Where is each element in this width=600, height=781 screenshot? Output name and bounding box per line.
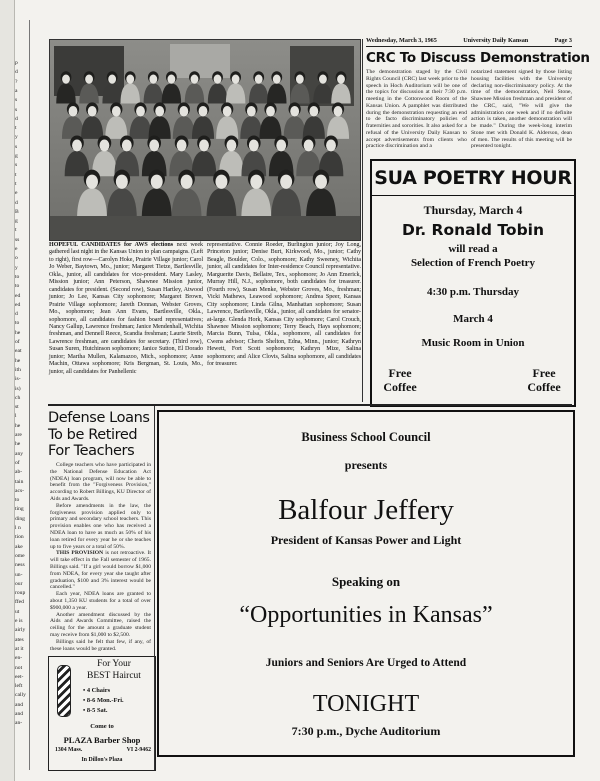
person-face xyxy=(116,175,128,189)
adjacent-page-fragment: e xyxy=(15,246,18,252)
defense-loans-headline: Defense Loans To be Retired For Teachers xyxy=(48,410,150,459)
person-face xyxy=(181,175,193,189)
person-face xyxy=(177,140,187,152)
adjacent-page-edge xyxy=(0,0,15,781)
person-face xyxy=(319,74,327,83)
barber-shop-name: PLAZA Barber Shop xyxy=(63,735,141,745)
adjacent-page-fragment: e is xyxy=(15,618,23,624)
free-right-line1: Free xyxy=(532,366,556,380)
defense-p1: College teachers who have participated in the National Defense Education Act (NDEA) loan program, will now be able to benefit from the "Forgiveness Provision," according to Robert Billings, KU Director of Aids and Awards. xyxy=(50,462,151,502)
free-left-line2: Coffee xyxy=(383,380,417,394)
person-face xyxy=(309,106,318,117)
ad-presents: presents xyxy=(344,458,388,472)
adjacent-page-fragment: of xyxy=(15,339,20,345)
barber-hours2-text: 8-5 Sat. xyxy=(86,707,108,714)
adjacent-page-fragment: and xyxy=(15,701,24,708)
adjacent-page-fragment: left xyxy=(15,683,23,690)
adjacent-page-fragment: ting xyxy=(15,506,24,513)
adjacent-page-fragment: l xyxy=(15,413,17,420)
barber-pole-icon xyxy=(57,665,71,717)
person-face xyxy=(215,175,227,189)
adjacent-page-fragment: d xyxy=(15,115,18,122)
adjacent-page-fragment: e xyxy=(15,190,18,197)
person-face xyxy=(337,74,345,83)
adjacent-page-fragment: cally xyxy=(15,692,26,699)
barber-shop-ad xyxy=(48,656,156,771)
adjacent-page-fragment: t xyxy=(15,171,17,178)
adjacent-page-fragment: a xyxy=(15,87,18,94)
barber-address: 1304 Mass. xyxy=(55,747,83,753)
person-face xyxy=(290,106,299,117)
person-face xyxy=(250,175,262,189)
caption-text-1: next week gathered last night in the Kansas Union to plan campaigns. (Left to right), first row—Carolyn Hoke, Prairie Village junior; Carol Jo Weber, Baytown, Mo., junior; Margaret Tietze, Bartlesville, Okla., junior, all candidates for vice-president. Mary Lasley, Mission junior; Ann Peterson, Shawnee Mission junior, candidates for president. (Second row), Susan Hartley, Atwood junior; Jo Lee, Kansas City sophomore; Margaret Brown, Prairie Village sophomore; Jareth Donnan, Webster Groves, Mo., sophomore; Jean Ann Evans, Bartlesville, Okla., sophomore, all candidates for fashion board representatives; Nancy Gallup, Lawrence freshman; Janice Mendenhall, Wichita freshman, and Dennell Reece, Scandia freshman; Laurie Streib, Lawrence freshman, are candidates for secretary. (Third row), Susan Suren, Hutchinson sophomore; Janice Sutton, El Dorado junior; Martha Mullen, Kalamazoo, Mich., sophomore; Anne Machin, Ottawa sophomore; Kris Bergman, St. Louis, Mo., junior, all candidates for Panhellenic xyxy=(49,242,204,375)
person-face xyxy=(223,106,232,117)
ad-speaking-on: Speaking on xyxy=(331,574,401,589)
defense-p6: Billings said he felt that few, if any, of these loans would be granted. xyxy=(50,638,151,652)
person-face xyxy=(326,140,336,152)
adjacent-page-fragment: d xyxy=(15,311,18,318)
photo-caption-col2 xyxy=(207,242,361,369)
adjacent-page-fragment: l n xyxy=(15,525,21,531)
adjacent-page-fragment: ? xyxy=(15,78,18,85)
person-face xyxy=(255,74,263,83)
adjacent-page-fragment: d xyxy=(15,69,18,76)
adjacent-page-fragment: ut xyxy=(15,608,20,615)
adjacent-page-fragment: he xyxy=(15,441,21,448)
person-face xyxy=(179,106,188,117)
ad-topic: “Opportunities in Kansas” xyxy=(239,602,493,628)
person-face xyxy=(191,74,199,83)
person-face xyxy=(85,74,93,83)
sua-poetry-ad xyxy=(370,159,576,407)
defense-p3-text: is not retroactive. It will take effect in the Fall semester of 1965. Billings said. "If a girl would borrow $1,000 from NDEA, for every year she taught after graduation, $100 and 3% interest would be cancelled." xyxy=(50,550,151,591)
barber-come-to: Come to xyxy=(90,723,114,730)
barber-phone: VI 2-9462 xyxy=(126,747,151,753)
ad-time-place: 7:30 p.m., Dyche Auditorium xyxy=(291,724,441,738)
person-face xyxy=(280,175,292,189)
barber-for-your: For Your xyxy=(97,659,131,669)
adjacent-page-fragment: t xyxy=(15,125,17,132)
person-face xyxy=(247,106,256,117)
person-face xyxy=(276,140,286,152)
adjacent-page-fragment: acs- xyxy=(15,487,25,494)
adjacent-page-fragment: tain xyxy=(15,478,24,485)
adjacent-page-fragment: y xyxy=(15,264,18,271)
person-face xyxy=(226,140,236,152)
adjacent-page-fragment: an- xyxy=(15,720,23,727)
column-divider-top xyxy=(362,39,363,402)
adjacent-page-fragment: he xyxy=(15,422,21,429)
caption-text-2: representative. Connie Roeder, Burlington junior; Joy Long, Princeton junior; Denise Burt, Kirkwood, Mo., junior; Cathy Beagle, Boulder, Colo., sophomore; Kathy Sweeney, Wichita junior, all candidates for Inter-residence Council representative. Marguerite Davis, Bellaire, Tex., sophomore; Jo Ann Emerick, Murray Hill, N.J., sophomore, both candidates for treasurer. (Fourth row), Susan Menke, Webster Groves, Mo., freshman; Vicki Mathews, Leawood sophomore; Andrea Speer, Kansas City sophomore; Linda Gilna, Manhattan sophomore; Susan Lawrence, Bartlesville, Okla., junior, all candidates for senator-at-large. Glenda Hork, Kansas City sophomore; Carol Crouch, Shawnee Mission sophomore; Terry Beach, Hays sophomore; Marcia Bunn, Tulsa, Okla., sophomore, all candidates for Cwens advisor; Cheris Shelton, Edna, Minn., junior; Kathryn Hewett, Fort Scott sophomore; Kathryn Mize, Salina sophomore; and Alice Clovis, Salina sophomore, all candidates for treasurer. xyxy=(207,242,361,368)
adjacent-page-fragment: s xyxy=(15,97,18,104)
adjacent-page-fragment: ss xyxy=(15,236,20,243)
sua-speaker: Dr. Ronald Tobin xyxy=(401,221,545,239)
person-face xyxy=(151,175,163,189)
sua-date: Thursday, March 4 xyxy=(423,203,523,217)
person-face xyxy=(199,106,208,117)
person-face xyxy=(149,140,159,152)
person-face xyxy=(99,140,109,152)
masthead-rule xyxy=(366,46,572,47)
adjacent-page-fragment: airly xyxy=(15,627,26,634)
person-face xyxy=(122,140,132,152)
candidates-photo xyxy=(49,39,361,241)
defense-p3 xyxy=(50,550,151,591)
defense-p5: Another amendment discussed by the Aids and Awards Committee, raised the ceiling for the amount a graduate student may receive from $1,000 to $2,500. xyxy=(50,611,151,638)
ad-tonight: TONIGHT xyxy=(312,691,420,717)
adjacent-page-fragment: s xyxy=(15,162,18,169)
person-face xyxy=(315,175,327,189)
sua-selection: Selection of French Poetry xyxy=(410,257,536,269)
adjacent-page-fragment: to xyxy=(15,320,20,327)
free-left-line1: Free xyxy=(388,366,412,380)
person-face xyxy=(296,74,304,83)
adjacent-page-fragment: g xyxy=(15,153,18,159)
adjacent-page-fragment: ates xyxy=(15,636,24,643)
defense-p4: Each year, NDEA loans are granted to about 1,350 KU students for a total of over $900,000 a year. xyxy=(50,591,151,611)
person-face xyxy=(136,106,145,117)
adjacent-page-fragment: d xyxy=(15,199,18,206)
adjacent-page-fragment: B xyxy=(15,208,19,215)
adjacent-page-fragment: of xyxy=(15,459,20,466)
person-face xyxy=(232,74,240,83)
section-rule xyxy=(48,404,572,406)
ad-speaker: Balfour Jeffery xyxy=(278,494,454,526)
adjacent-page-fragment: ed xyxy=(15,301,21,308)
person-face xyxy=(249,140,259,152)
adjacent-page-fragment: y xyxy=(15,134,18,141)
barber-chairs: • 4 Chairs xyxy=(83,687,111,694)
crc-headline: CRC To Discuss Demonstration xyxy=(366,50,590,66)
barber-location: In Dillon's Plaza xyxy=(81,757,123,763)
adjacent-page-fragment: ab- xyxy=(15,469,23,476)
ad-sponsor: Business School Council xyxy=(301,430,431,444)
photo-illustration xyxy=(50,40,360,240)
business-council-ad xyxy=(157,410,575,757)
adjacent-page-fragment: and xyxy=(15,711,24,717)
adjacent-page-fragment: is- xyxy=(15,376,21,383)
adjacent-page-fragment: our xyxy=(15,580,23,587)
adjacent-page-fragment: to xyxy=(15,497,20,504)
person-face xyxy=(167,74,175,83)
person-face xyxy=(149,74,157,83)
masthead xyxy=(366,37,572,44)
person-face xyxy=(266,106,275,117)
adjacent-page-fragment: tion xyxy=(15,534,24,541)
person-face xyxy=(334,106,343,117)
defense-p3-lead: THIS PROVISION xyxy=(56,550,104,557)
caption-lead: HOPEFUL CANDIDATES for AWS elections xyxy=(49,242,174,248)
adjacent-page-fragment: ome xyxy=(15,552,25,559)
defense-p2: Before amendments in the law, the forgiveness provision applied only to primary and secondary school teachers. This provision enables one who has received a NDEA loan to have as much as 50% of his loan retired for every year he or she teaches up to five years or a total of 50%. xyxy=(50,502,151,550)
person-face xyxy=(214,74,222,83)
adjacent-page-fragment: ness xyxy=(15,562,25,569)
adjacent-page-fragment: is) xyxy=(15,385,21,392)
adjacent-page-fragment: ed xyxy=(15,292,21,299)
barber-hours-saturday: • 8-5 Sat. xyxy=(83,707,108,714)
adjacent-page-fragment: en- xyxy=(15,655,23,662)
free-right-line2: Coffee xyxy=(527,380,561,394)
sua-will-read: will read a xyxy=(448,243,498,255)
masthead-page: Page 3 xyxy=(554,37,572,44)
crc-text-col1: The demonstration staged by the Civil Rights Council (CRC) last week prior to the speech in Hoch Auditorium will be one of the topics for discussion at their 7:30 p.m. meeting in the Cottonwood Room of the Kansas Union. A pamphlet was distributed during the demonstration requesting an end to de facto discriminatory policies of fraternities and sororities. It also asked for a refusal of the University Daily Kansan to accept advertisements from clients who practice discrimination and a xyxy=(366,69,467,150)
adjacent-page-fragment: s xyxy=(15,143,18,150)
adjacent-page-fragment: at it xyxy=(15,645,24,652)
adjacent-page-fragment: p xyxy=(15,60,18,66)
barber-hours-weekday: • 8-6 Mon.-Fri. xyxy=(83,697,124,704)
masthead-date: Wednesday, March 3, 1965 xyxy=(366,37,437,44)
barber-chairs-text: 4 Chairs xyxy=(86,687,111,694)
photo-caption-col1 xyxy=(49,242,203,376)
adjacent-page-fragment: ding xyxy=(15,515,25,522)
person-face xyxy=(88,106,97,117)
adjacent-page-fragment: ch xyxy=(15,394,21,401)
sua-place: Music Room in Union xyxy=(421,337,525,349)
adjacent-page-fragment: ake xyxy=(15,543,23,550)
adjacent-page-fragment: he xyxy=(15,329,21,336)
adjacent-page-fragment: eat xyxy=(15,348,22,355)
adjacent-page-fragment: not xyxy=(15,664,23,671)
sua-time: 4:30 p.m. Thursday xyxy=(426,286,520,298)
sua-free-coffee-right xyxy=(514,366,574,394)
adjacent-page-fragment: ffed xyxy=(15,599,24,606)
adjacent-page-fragment: he xyxy=(15,357,21,364)
adjacent-page-fragment: roup xyxy=(15,590,26,597)
adjacent-page-fragment: g xyxy=(15,218,18,225)
person-face xyxy=(304,140,314,152)
sua-title: SUA POETRY HOUR xyxy=(372,161,574,196)
adjacent-page-fragment: are xyxy=(15,432,22,438)
person-face xyxy=(155,106,164,117)
crc-text-col2: notarized statement signed by those listing housing facilities with the University declaring non-discriminatory policy. At the time of the demonstration, Neil Stone, Shawnee Mission freshman and president of the CRC, said, "We will give the administration one week and if no definite action is taken, another demonstration will be made." During the week-long interim Stone met with Donald K. Alderson, dean of men. The results of this meeting will be presented tonight. xyxy=(471,69,572,150)
person-face xyxy=(69,106,78,117)
barber-best-haircut: BEST Haircut xyxy=(87,671,141,681)
sua-date2: March 4 xyxy=(453,313,493,325)
person-face xyxy=(273,74,281,83)
ad-speaker-title: President of Kansas Power and Light xyxy=(270,533,462,547)
adjacent-page-fragment: t xyxy=(15,227,17,234)
person-face xyxy=(112,106,121,117)
person-face xyxy=(62,74,70,83)
adjacent-page-fragment: eet- xyxy=(15,673,24,680)
adjacent-page-fragment: t xyxy=(15,180,17,187)
adjacent-page-fragment: ith xyxy=(15,366,21,373)
column-rule xyxy=(29,20,30,770)
adjacent-page-fragment: st xyxy=(15,404,19,411)
person-face xyxy=(72,140,82,152)
sua-free-coffee-left xyxy=(370,366,430,394)
adjacent-page-fragment: to xyxy=(15,273,20,280)
barber-hours1-text: 8-6 Mon.-Fri. xyxy=(86,697,124,704)
defense-loans-body xyxy=(50,462,151,652)
masthead-paper: University Daily Kansan xyxy=(463,37,529,44)
person-face xyxy=(199,140,209,152)
adjacent-page-fragment: o xyxy=(15,255,18,262)
person-face xyxy=(86,175,98,189)
person-face xyxy=(108,74,116,83)
person-face xyxy=(126,74,134,83)
ad-urge: Juniors and Seniors Are Urged to Attend xyxy=(265,657,467,669)
adjacent-page-fragment: to xyxy=(15,283,20,290)
adjacent-page-fragment: any xyxy=(15,450,24,457)
adjacent-page-fragment: un- xyxy=(15,571,23,578)
adjacent-page-fragment: s xyxy=(15,106,18,113)
